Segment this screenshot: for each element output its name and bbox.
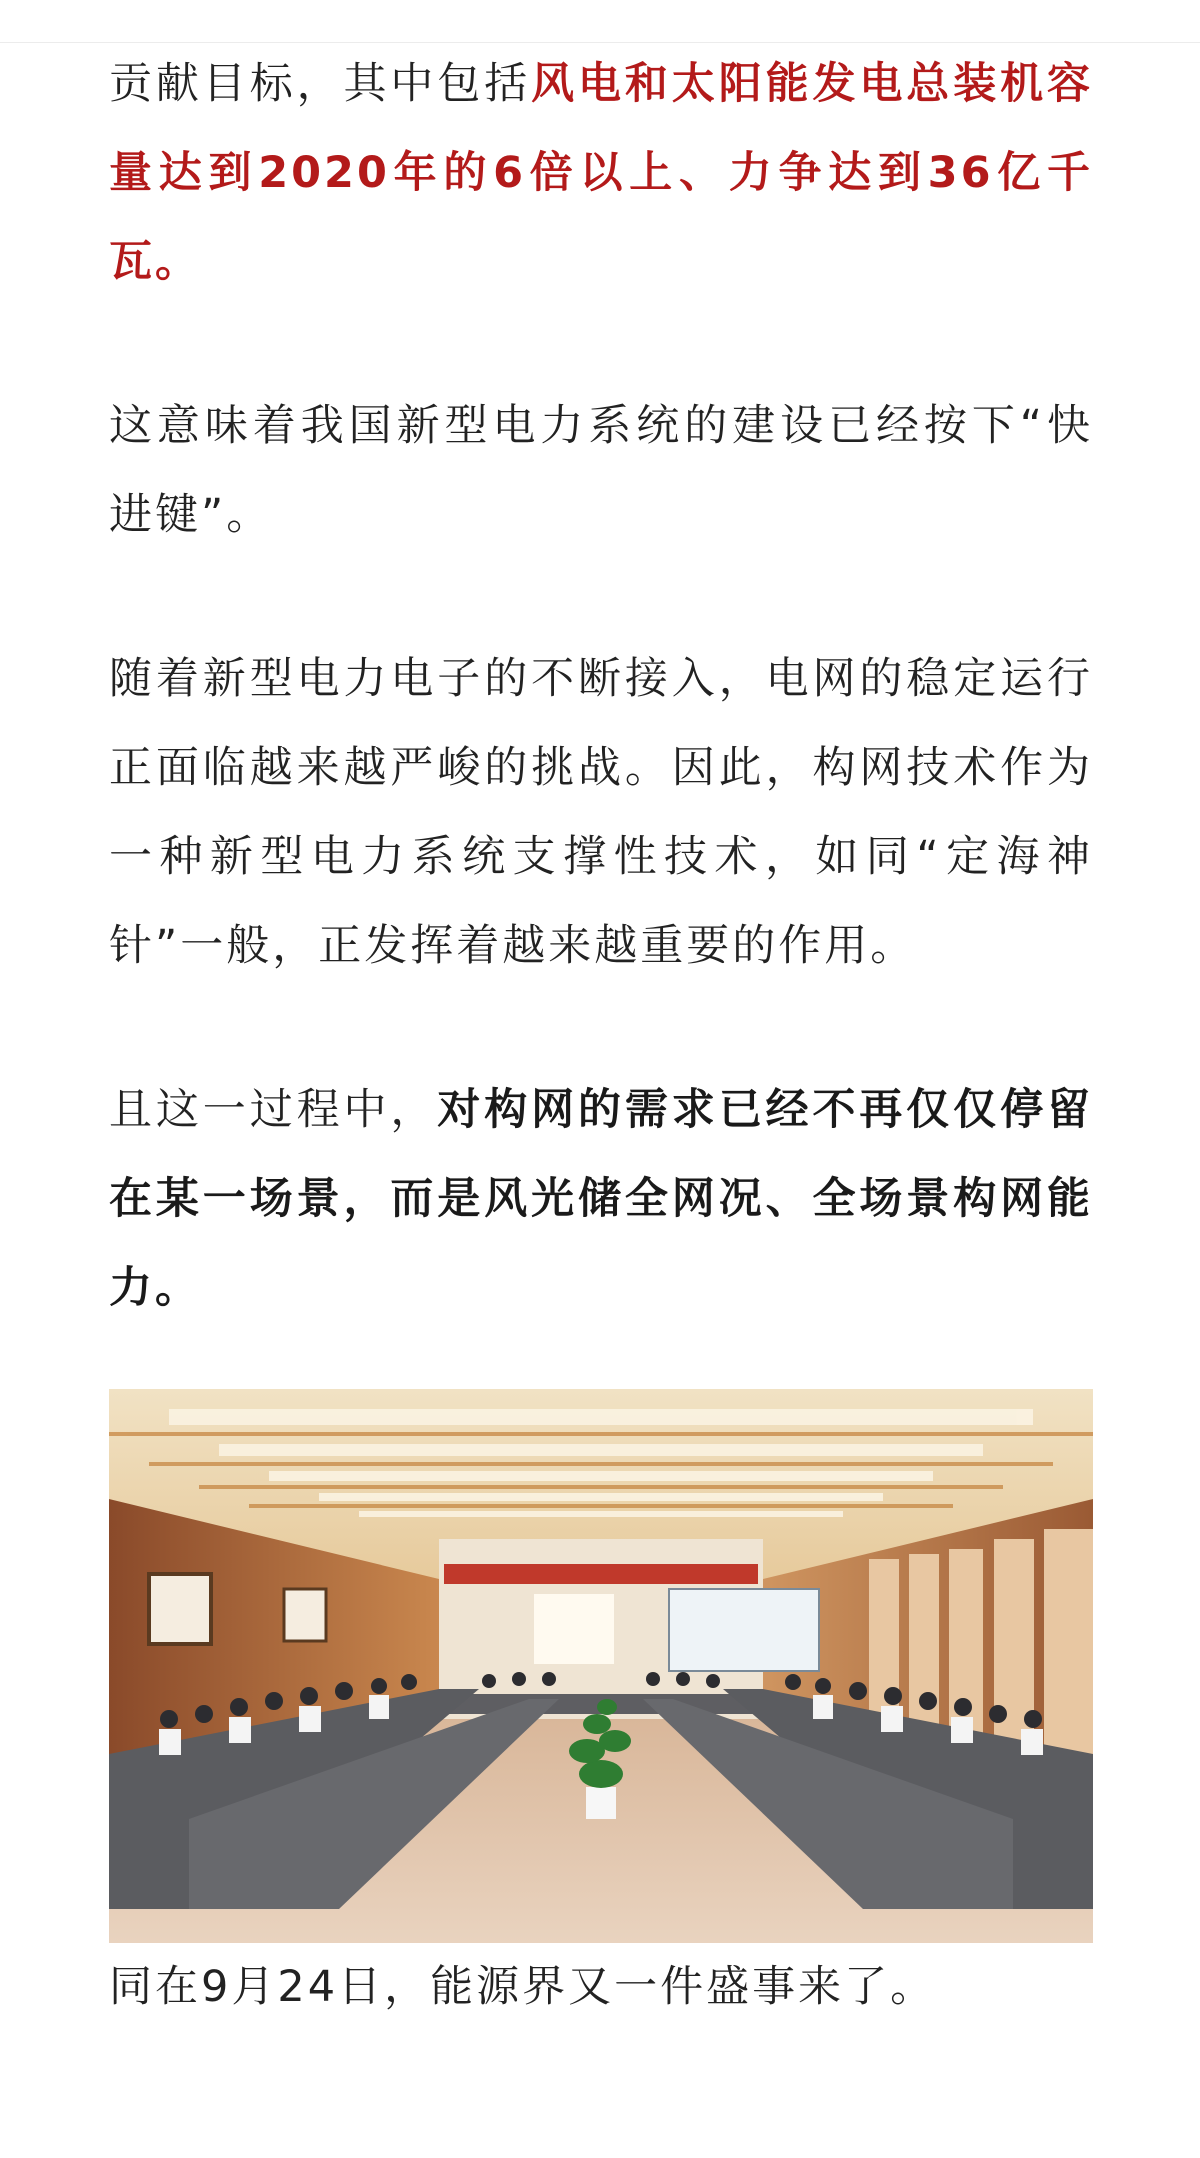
paragraph-grid-forming: 随着新型电力电子的不断接入，电网的稳定运行正面临越来越严峻的挑战。因此，构网技术作为一种新型电力系统支撑性技术，如同“定海神针”一般，正发挥着越来越重要的作用。 xyxy=(109,654,1093,971)
paragraph-goal-lead: 贡献目标，其中包括 xyxy=(109,59,532,109)
paragraph-fast-forward: 这意味着我国新型电力系统的建设已经按下“快进键”。 xyxy=(109,401,1093,540)
paragraph-event: 同在9月24日，能源界又一件盛事来了。 xyxy=(109,1962,937,2012)
paragraph-demand xyxy=(109,1066,1093,1333)
conference-room-photo[interactable] xyxy=(109,1389,1093,1943)
conference-photo-illustration xyxy=(109,1389,1093,1943)
paragraph-demand-emphasis: 对构网的需求已经不再仅仅停留在某一场景，而是风光储全网况、全场景构网能力。 xyxy=(109,1085,1094,1313)
article-body xyxy=(109,40,1093,2032)
paragraph-goal-highlight: 风电和太阳能发电总装机容量达到2020年的6倍以上、力争达到36亿千瓦。 xyxy=(109,59,1094,287)
paragraph-demand-lead: 且这一过程中， xyxy=(109,1085,438,1135)
paragraph-goal xyxy=(109,40,1093,307)
